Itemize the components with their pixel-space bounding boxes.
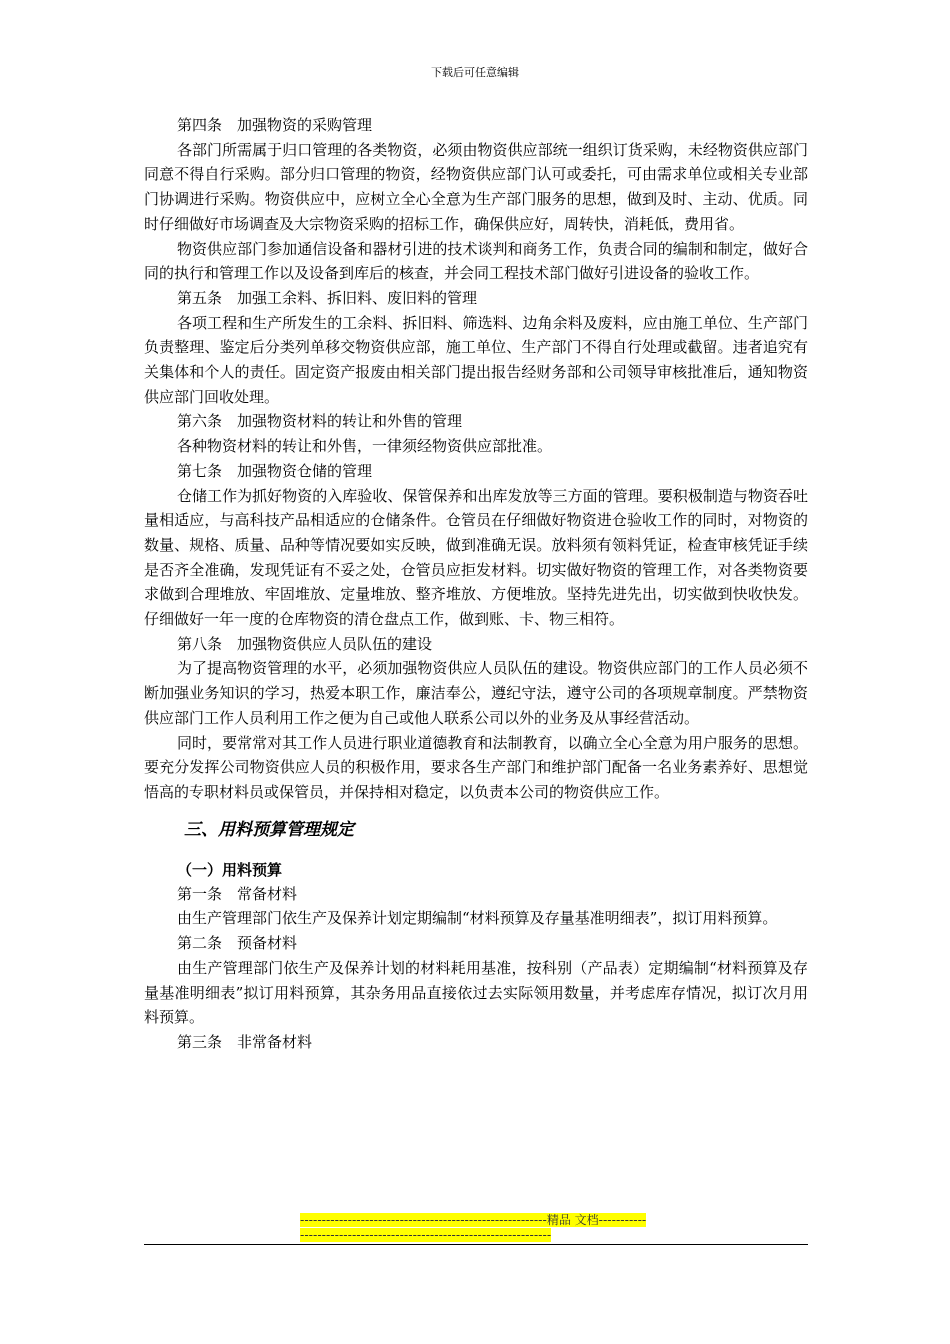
- footer-divider: [144, 1244, 808, 1245]
- footer-watermark-text: ---------------------------------------------------------精品 文档---------------------------------------------------------------------: [300, 1213, 647, 1242]
- article-heading: 第三条 非常备材料: [177, 1032, 313, 1051]
- body-paragraph: 各种物资材料的转让和外售，一律须经物资供应部批准。: [177, 437, 553, 456]
- article-heading: 第二条 预备材料: [177, 934, 298, 953]
- article-list: [144, 113, 808, 805]
- body-paragraph: 同时，要常常对其工作人员进行职业道德教育和法制教育，以确立全心全意为用户服务的思想。要充分发挥公司物资供应人员的积极作用，要求各生产部门和维护部门配备一名业务素养好、思想觉悟高的专职材料员或保管员，并保持相对稳定，以负责本公司的物资供应工作。: [144, 733, 808, 801]
- document-body: [144, 113, 808, 1055]
- article-heading: 第六条 加强物资材料的转让和外售的管理: [177, 412, 463, 431]
- body-paragraph: 各部门所需属于归口管理的各类物资，必须由物资供应部统一组织订货采购，未经物资供应部门同意不得自行采购。部分归口管理的物资，经物资供应部门认可或委托，可由需求单位或相关专业部门协调进行采购。物资供应中，应树立全心全意为生产部门服务的思想，做到及时、主动、优质。同时仔细做好市场调查及大宗物资采购的招标工作，确保供应好，周转快，消耗低，费用省。: [144, 140, 808, 233]
- body-paragraph: 由生产管理部门依生产及保养计划定期编制“材料预算及存量基准明细表”，拟订用料预算。: [177, 909, 778, 928]
- body-paragraph: 由生产管理部门依生产及保养计划的材料耗用基准，按科别（产品表）定期编制“材料预算及存量基准明细表”拟订用料预算，其杂务用品直接依过去实际领用数量，并考虑库存情况，拟订次月用料预算。: [144, 958, 808, 1027]
- article-heading: 第八条 加强物资供应人员队伍的建设: [177, 634, 433, 653]
- subsection-heading: （一）用料预算: [177, 860, 283, 879]
- body-paragraph: 仓储工作为抓好物资的入库验收、保管保养和出库发放等三方面的管理。要积极制造与物资吞吐量相适应，与高科技产品相适应的仓储条件。仓管员在仔细做好物资进仓验收工作的同时，对物资的数量、规格、质量、品种等情况要如实反映，做到准确无误。放料须有领料凭证，检查审核凭证手续是否齐全准确，发现凭证有不妥之处，仓管员应拒发材料。切实做好物资的管理工作，对各类物资要求做到合理堆放、牢固堆放、定量堆放、整齐堆放、方便堆放。坚持先进先出，切实做到快收快发。仔细做好一年一度的仓库物资的清仓盘点工作，做到账、卡、物三相符。: [144, 486, 808, 629]
- budget-article-list: [144, 882, 808, 1055]
- article-heading: 第五条 加强工余料、拆旧料、废旧料的管理: [177, 288, 478, 307]
- section-heading: 三、用料预算管理规定: [184, 819, 354, 840]
- article-heading: 第七条 加强物资仓储的管理: [177, 461, 373, 480]
- body-paragraph: 物资供应部门参加通信设备和器材引进的技术谈判和商务工作，负责合同的编制和制定，做好合同的执行和管理工作以及设备到库后的核查，并会同工程技术部门做好引进设备的验收工作。: [144, 239, 808, 283]
- page-header: 下载后可任意编辑: [431, 66, 519, 79]
- body-paragraph: 为了提高物资管理的水平，必须加强物资供应人员队伍的建设。物资供应部门的工作人员必须不断加强业务知识的学习，热爱本职工作，廉洁奉公，遵纪守法，遵守公司的各项规章制度。严禁物资供应部门工作人员利用工作之便为自己或他人联系公司以外的业务及从事经营活动。: [144, 659, 808, 727]
- footer-watermark: [300, 1213, 650, 1243]
- body-paragraph: 各项工程和生产所发生的工余料、拆旧料、筛选料、边角余料及废料，应由施工单位、生产部门负责整理、鉴定后分类列单移交物资供应部，施工单位、生产部门不得自行处理或截留。违者追究有关集体和个人的责任。固定资产报废由相关部门提出报告经财务部和公司领导审核批准后，通知物资供应部门回收处理。: [144, 313, 808, 406]
- article-heading: 第一条 常备材料: [177, 884, 298, 903]
- article-heading: 第四条 加强物资的采购管理: [177, 116, 373, 134]
